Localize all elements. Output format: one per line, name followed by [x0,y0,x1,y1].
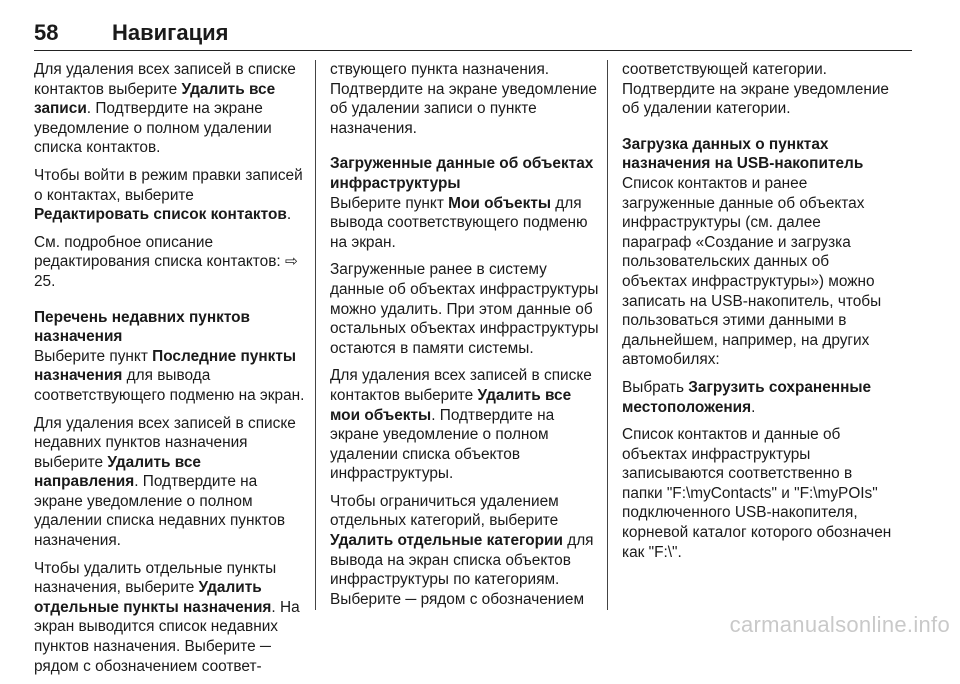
column-3 [622,60,894,570]
section-heading: Перечень недавних пунктов назначения [34,308,251,346]
paragraph: Список контактов и данные об объектах инфраструктуры записываются соответственно в папки "F:\myContacts" и "F:\myPOIs" подключенного USB-накопителя, корневой каталог которого обозначен как "F:\". [622,426,892,561]
paragraph: См. подробное описание редактирования списка контактов: ⇨ 25. [34,233,298,290]
page-ref-arrow-icon: ⇨ [284,253,298,271]
paragraph: Выберите пункт Мои объекты для вывода соответствующего подменю на экран. [330,194,588,251]
paragraph: Выберите пункт Последние пункты назначения для вывода соответствующего подменю на экран. [34,347,305,404]
paragraph: Для удаления всех записей в списке недавних пунктов назначения выберите Удалить все направления. Подтвердите на экране уведомление о полном удалении списка недавних пунктов назначения. [34,414,296,550]
section-heading: Загруженные данные об объектах инфраструктуры [330,155,594,192]
paragraph: Список контактов и ранее загруженные данные об объектах инфраструктуры (см. далее параграф «Создание и загрузка пользовательских данных об объектах инфраструктуры») можно записать на USB-накопитель, чтобы пользоваться этими данными в дальнейшем, например, на других автомобилях: [622,174,882,369]
section-heading: Загрузка данных о пунктах назначения на USB-накопитель [622,135,864,173]
paragraph: Выбрать Загрузить сохраненные местоположения. [622,378,872,416]
column-divider-2 [607,60,608,610]
paragraph: соответствующей категории. Подтвердите на экране уведомление об удалении категории. [622,61,889,118]
paragraph: Чтобы войти в режим правки записей о контактах, выберите Редактировать список контактов. [34,166,303,224]
column-divider-1 [315,60,316,610]
column-1 [34,60,306,684]
watermark: carmanualsonline.info [729,612,950,637]
header-divider [34,50,912,51]
paragraph: Для удаления всех записей в списке контактов выберите Удалить все записи. Подтвердите на экране уведомление о полном удалении списка контактов. [34,61,296,157]
paragraph: Для удаления всех записей в списке контактов выберите Удалить все мои объекты. Подтвердите на экране уведомление о полном удалении списка объектов инфраструктуры. [330,367,592,483]
paragraph: Загруженные ранее в систему данные об объектах инфраструктуры можно удалить. При этом данные об остальных объектах инфраструктуры остаются в памяти системы. [330,261,599,357]
page-title: Навигация [112,20,229,45]
page-header [34,20,912,50]
column-2 [330,60,602,617]
paragraph: Чтобы удалить отдельные пункты назначения, выберите Удалить отдельные пункты назначения. На экран выводится список недавних пунктов назначения. Выберите ─ рядом с обозначением соответ- [34,559,300,675]
paragraph: ствующего пункта назначения. Подтвердите на экране уведомление об удалении записи о пункте назначения. [330,61,597,137]
paragraph: Чтобы ограничиться удалением отдельных категорий, выберите Удалить отдельные категории для вывода на экран списка объектов инфраструктуры по категориям. Выберите ─ рядом с обозначением [330,492,594,608]
page-number: 58 [34,20,59,45]
